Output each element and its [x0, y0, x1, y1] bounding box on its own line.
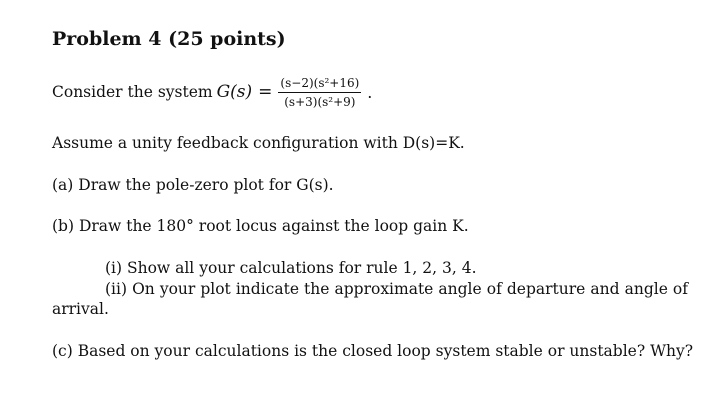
fraction-numerator: (s−2)(s²+16): [278, 76, 361, 93]
part-b-text: (b) Draw the 180° root locus against the loop gain K.: [52, 217, 469, 235]
part-b-ii-text: (ii) On your plot indicate the approximate angle of departure and angle of: [105, 280, 688, 298]
equals-sign: =: [258, 82, 273, 102]
intro-text: Consider the system: [52, 83, 213, 101]
problem-title: Problem 4 (25 points): [52, 28, 286, 50]
period: .: [367, 82, 373, 102]
transfer-function-fraction: [278, 76, 361, 109]
fraction-denominator: (s+3)(s²+9): [284, 94, 356, 109]
assumption-text: Assume a unity feedback configuration with D(s)=K.: [52, 134, 465, 152]
part-b-ii-continuation: arrival.: [52, 300, 109, 318]
part-c-text: (c) Based on your calculations is the closed loop system stable or unstable? Why?: [52, 342, 694, 360]
part-a-text: (a) Draw the pole-zero plot for G(s).: [52, 176, 334, 194]
system-definition: [52, 74, 372, 110]
function-name: G(s): [216, 82, 253, 102]
part-b-i-text: (i) Show all your calculations for rule 1, 2, 3, 4.: [105, 259, 477, 277]
